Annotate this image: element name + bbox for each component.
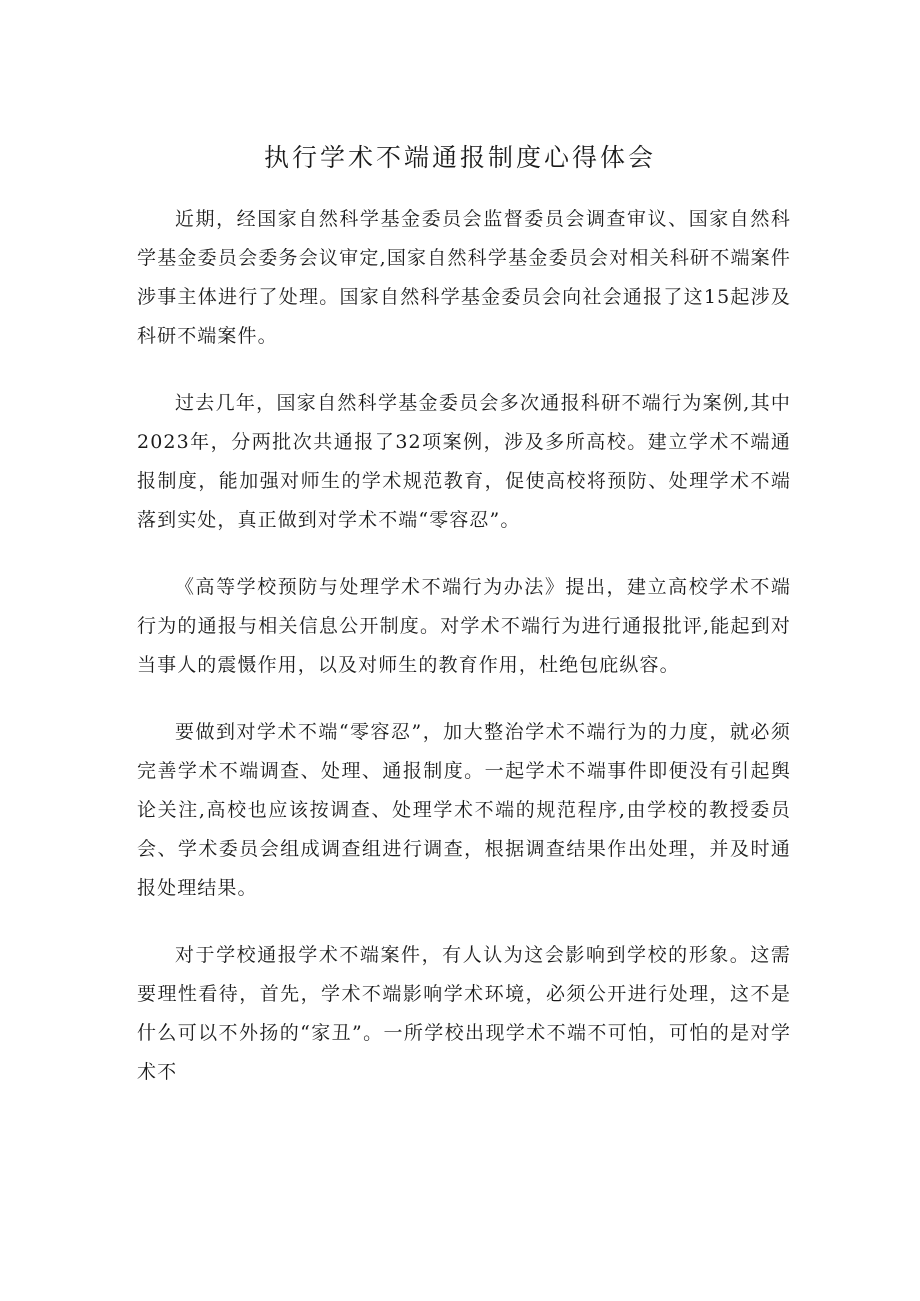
paragraph-2: 过去几年，国家自然科学基金委员会多次通报科研不端行为案例,其中2023年，分两批次共通报了32项案例，涉及多所高校。建立学术不端通报制度，能加强对师生的学术规范教育，促使高校将预防、处理学术不端落到实处，真正做到对学术不端“零容忍”。 [137, 392, 791, 531]
document-title: 执行学术不端通报制度心得体会 [263, 143, 656, 172]
paragraph-3: 《高等学校预防与处理学术不端行为办法》提出，建立高校学术不端行为的通报与相关信息公开制度。对学术不端行为进行通报批评,能起到对当事人的震慑作用，以及对师生的教育作用，杜绝包庇纵容。 [137, 576, 791, 676]
paragraph-5: 对于学校通报学术不端案件，有人认为这会影响到学校的形象。这需要理性看待，首先，学术不端影响学术环境，必须公开进行处理，这不是什么可以不外扬的“家丑”。一所学校出现学术不端不可怕，可怕的是对学术不 [137, 944, 791, 1083]
document-body [137, 200, 791, 1120]
paragraph-1: 近期，经国家自然科学基金委员会监督委员会调查审议、国家自然科学基金委员会委务会议审定,国家自然科学基金委员会对相关科研不端案件涉事主体进行了处理。国家自然科学基金委员会向社会通报了这15起涉及科研不端案件。 [137, 208, 791, 347]
paragraph-4: 要做到对学术不端“零容忍”，加大整治学术不端行为的力度，就必须完善学术不端调查、处理、通报制度。一起学术不端事件即便没有引起舆论关注,高校也应该按调查、处理学术不端的规范程序,由学校的教授委员会、学术委员会组成调查组进行调查，根据调查结果作出处理，并及时通报处理结果。 [137, 721, 791, 899]
